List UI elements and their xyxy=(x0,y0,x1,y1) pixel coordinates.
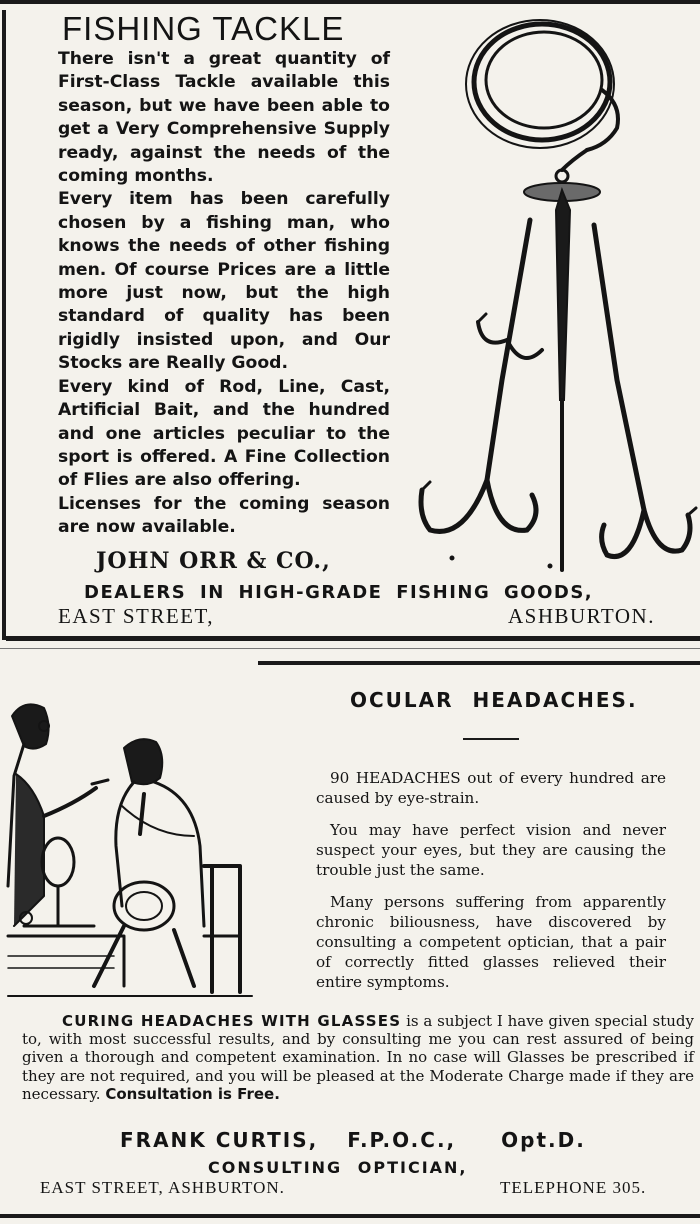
ad-border-bottom xyxy=(0,1214,700,1218)
paragraph-1: 90 HEADACHES out of every hundred are caused by eye-strain. xyxy=(316,769,666,807)
ad-border-bottom xyxy=(6,636,700,641)
optician-name xyxy=(120,1128,590,1152)
name-part-2: F.P.O.C., xyxy=(347,1128,457,1152)
name-part-1: FRANK CURTIS, xyxy=(120,1128,319,1152)
address-town: ASHBURTON. xyxy=(508,604,655,628)
lead-phrase: CURING HEADACHES WITH GLASSES xyxy=(62,1012,402,1030)
column-divider-heavy xyxy=(258,661,700,665)
ad-title: FISHING TACKLE xyxy=(62,10,345,47)
paragraph-3: Every kind of Rod, Line, Cast, Artificial Bait, and the hundred and one articles peculiar to the sport is offered. A Fine Collection of Flies are also offering. xyxy=(58,376,390,491)
optician-telephone: TELEPHONE 305. xyxy=(500,1178,647,1197)
optician-address: EAST STREET, ASHBURTON. xyxy=(40,1178,285,1197)
consultation-note: Consultation is Free. xyxy=(105,1084,280,1103)
address-street: EAST STREET, xyxy=(58,604,215,628)
ad-body xyxy=(58,48,390,540)
ad-border-left xyxy=(2,10,6,640)
name-part-3: Opt.D. xyxy=(501,1128,586,1152)
heading-underline xyxy=(463,738,519,740)
ad-column-text xyxy=(316,768,666,1004)
ad-full-width-text xyxy=(22,1012,694,1103)
paragraph-3: Many persons suffering from apparently chronic biliousness, have discovered by consulting a competent optician, that a pair of correctly fitted glasses relieved their entire symptoms. xyxy=(316,893,666,991)
dealers-line: DEALERS IN HIGH-GRADE FISHING GOODS, xyxy=(84,582,594,603)
paragraph-4: Licenses for the coming season are now available. xyxy=(58,493,390,538)
column-divider xyxy=(0,648,700,649)
body-text: is a subject I have given special study to, with most successful results, and by consulting me you can rest assured of being given a thorough and competent examination. In no case will Glasses be prescribed if they are not required, and you will be pleased at the Moderate Charge made if they are necessary. xyxy=(22,1012,694,1103)
fishing-lure-illustration xyxy=(412,10,700,580)
paragraph-1: There isn't a great quantity of First-Class Tackle available this season, but we have been able to get a Very Comprehensive Supply ready, against the needs of the coming months. xyxy=(58,49,390,187)
optician-role: CONSULTING OPTICIAN, xyxy=(208,1158,468,1177)
paragraph-2: Every item has been carefully chosen by a fishing man, who knows the needs of other fishing men. Of course Prices are a little more just now, but the high standard of quality has been rigidly insisted upon, and Our Stocks are Really Good. xyxy=(58,189,390,374)
ad-heading: OCULAR HEADACHES. xyxy=(350,688,638,712)
firm-name: JOHN ORR & CO., xyxy=(96,548,331,574)
paragraph-2: You may have perfect vision and never suspect your eyes, but they are causing the trouble just the same. xyxy=(316,821,666,879)
eye-examination-illustration xyxy=(4,686,256,1004)
